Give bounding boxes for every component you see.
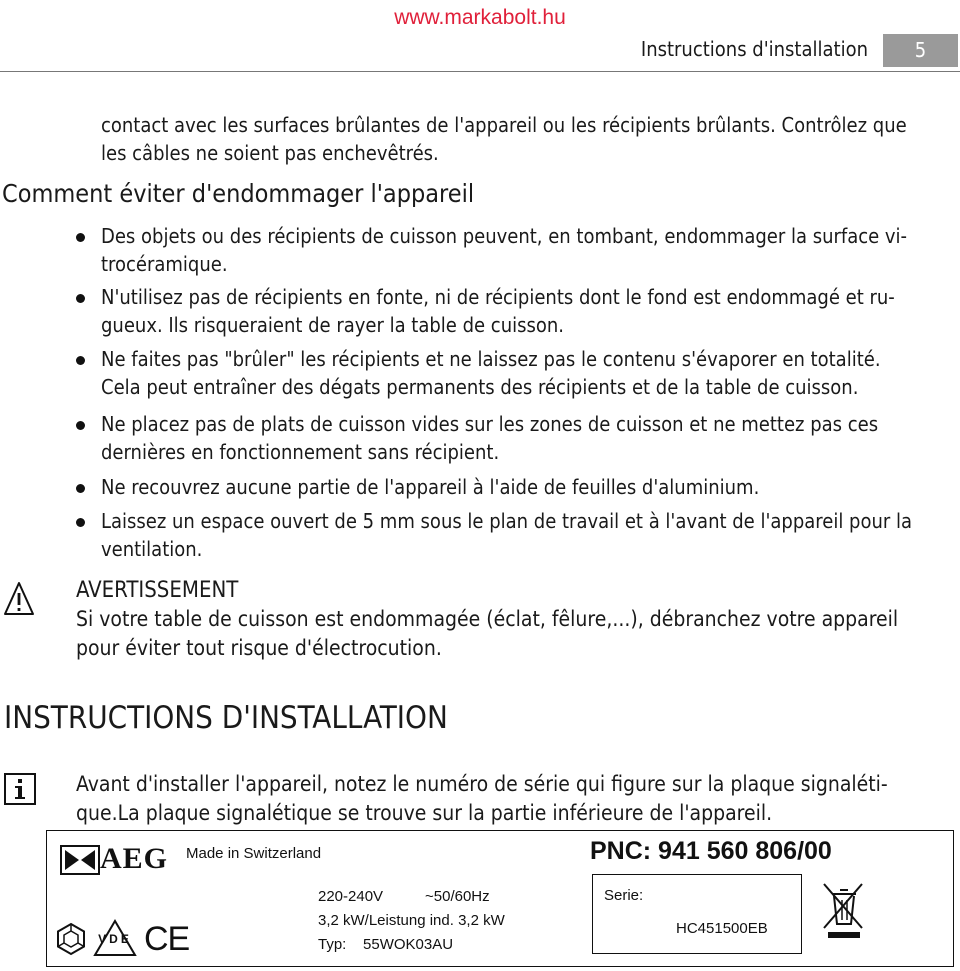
serie-box — [592, 874, 802, 954]
vde-mark-icon — [92, 918, 138, 958]
brand-logo-text: AEG — [100, 842, 169, 875]
list-item-1-line-2: trocéramique. — [101, 252, 228, 276]
page-number-badge: 5 — [883, 34, 958, 67]
bullet-icon — [76, 233, 85, 242]
safety-hex-icon — [54, 922, 88, 956]
installation-title: INSTRUCTIONS D'INSTALLATION — [4, 700, 448, 736]
header-divider — [0, 71, 960, 72]
type-text: Typ: 55WOK03AU — [318, 936, 454, 953]
voltage-text: 220-240V — [318, 888, 384, 905]
bullet-icon — [76, 518, 85, 527]
power-text: 3,2 kW/Leistung ind. 3,2 kW — [318, 912, 505, 929]
serie-label: Serie: — [604, 887, 644, 904]
list-item-3-line-2: Cela peut entraîner des dégats permanents des récipients et de la table de cuisson. — [101, 375, 859, 399]
list-item-5-line-1: Ne recouvrez aucune partie de l'appareil à l'aide de feuilles d'aluminium. — [101, 475, 760, 499]
warning-line-2: pour éviter tout risque d'électrocution. — [76, 636, 442, 660]
vde-mark-text: VDE — [98, 932, 132, 946]
aeg-logo-icon — [60, 845, 100, 875]
list-item-1-line-1: Des objets ou des récipients de cuisson peuvent, en tombant, endommager la surface vi- — [101, 224, 908, 248]
list-item-2-line-1: N'utilisez pas de récipients en fonte, ni de récipients dont le fond est endommagé et ru- — [101, 285, 895, 309]
install-line-2: que.La plaque signalétique se trouve sur la partie inférieure de l'appareil. — [76, 801, 773, 825]
bullet-icon — [76, 356, 85, 365]
bullet-icon — [76, 421, 85, 430]
watermark-link[interactable]: www.markabolt.hu — [394, 6, 566, 29]
list-item-2-line-2: gueux. Ils risqueraient de rayer la table de cuisson. — [101, 313, 564, 337]
bullet-icon — [76, 294, 85, 303]
install-line-1: Avant d'installer l'appareil, notez le numéro de série qui figure sur la plaque signaléti- — [76, 772, 888, 796]
damage-section-title: Comment éviter d'endommager l'appareil — [2, 179, 475, 208]
intro-line-2: les câbles ne soient pas enchevêtrés. — [101, 141, 439, 165]
list-item-3-line-1: Ne faites pas "brûler" les récipients et ne laissez pas le contenu s'évaporer en totalité. — [101, 347, 881, 371]
serie-value: HC451500EB — [676, 920, 768, 937]
warning-icon — [3, 580, 35, 618]
bullet-icon — [76, 484, 85, 493]
pnc-number: PNC: 941 560 806/00 — [590, 837, 832, 865]
list-item-4-line-1: Ne placez pas de plats de cuisson vides sur les zones de cuisson et ne mettez pas ces — [101, 412, 879, 436]
frequency-text: ~50/60Hz — [425, 888, 490, 905]
list-item-6-line-1: Laissez un espace ouvert de 5 mm sous le plan de travail et à l'avant de l'appareil pour la — [101, 509, 913, 533]
ce-mark-icon: CE — [144, 920, 190, 958]
warning-title: AVERTISSEMENT — [76, 578, 239, 603]
warning-line-1: Si votre table de cuisson est endommagée (éclat, fêlure,...), débranchez votre appareil — [76, 607, 899, 631]
made-in-text: Made in Switzerland — [186, 845, 322, 862]
list-item-4-line-2: dernières en fonctionnement sans récipient. — [101, 440, 500, 464]
info-icon — [4, 773, 36, 805]
section-title: Instructions d'installation — [640, 37, 868, 61]
intro-line-1: contact avec les surfaces brûlantes de l'appareil ou les récipients brûlants. Contrôlez que — [101, 113, 907, 137]
list-item-6-line-2: ventilation. — [101, 537, 203, 561]
weee-bin-icon — [818, 880, 868, 940]
